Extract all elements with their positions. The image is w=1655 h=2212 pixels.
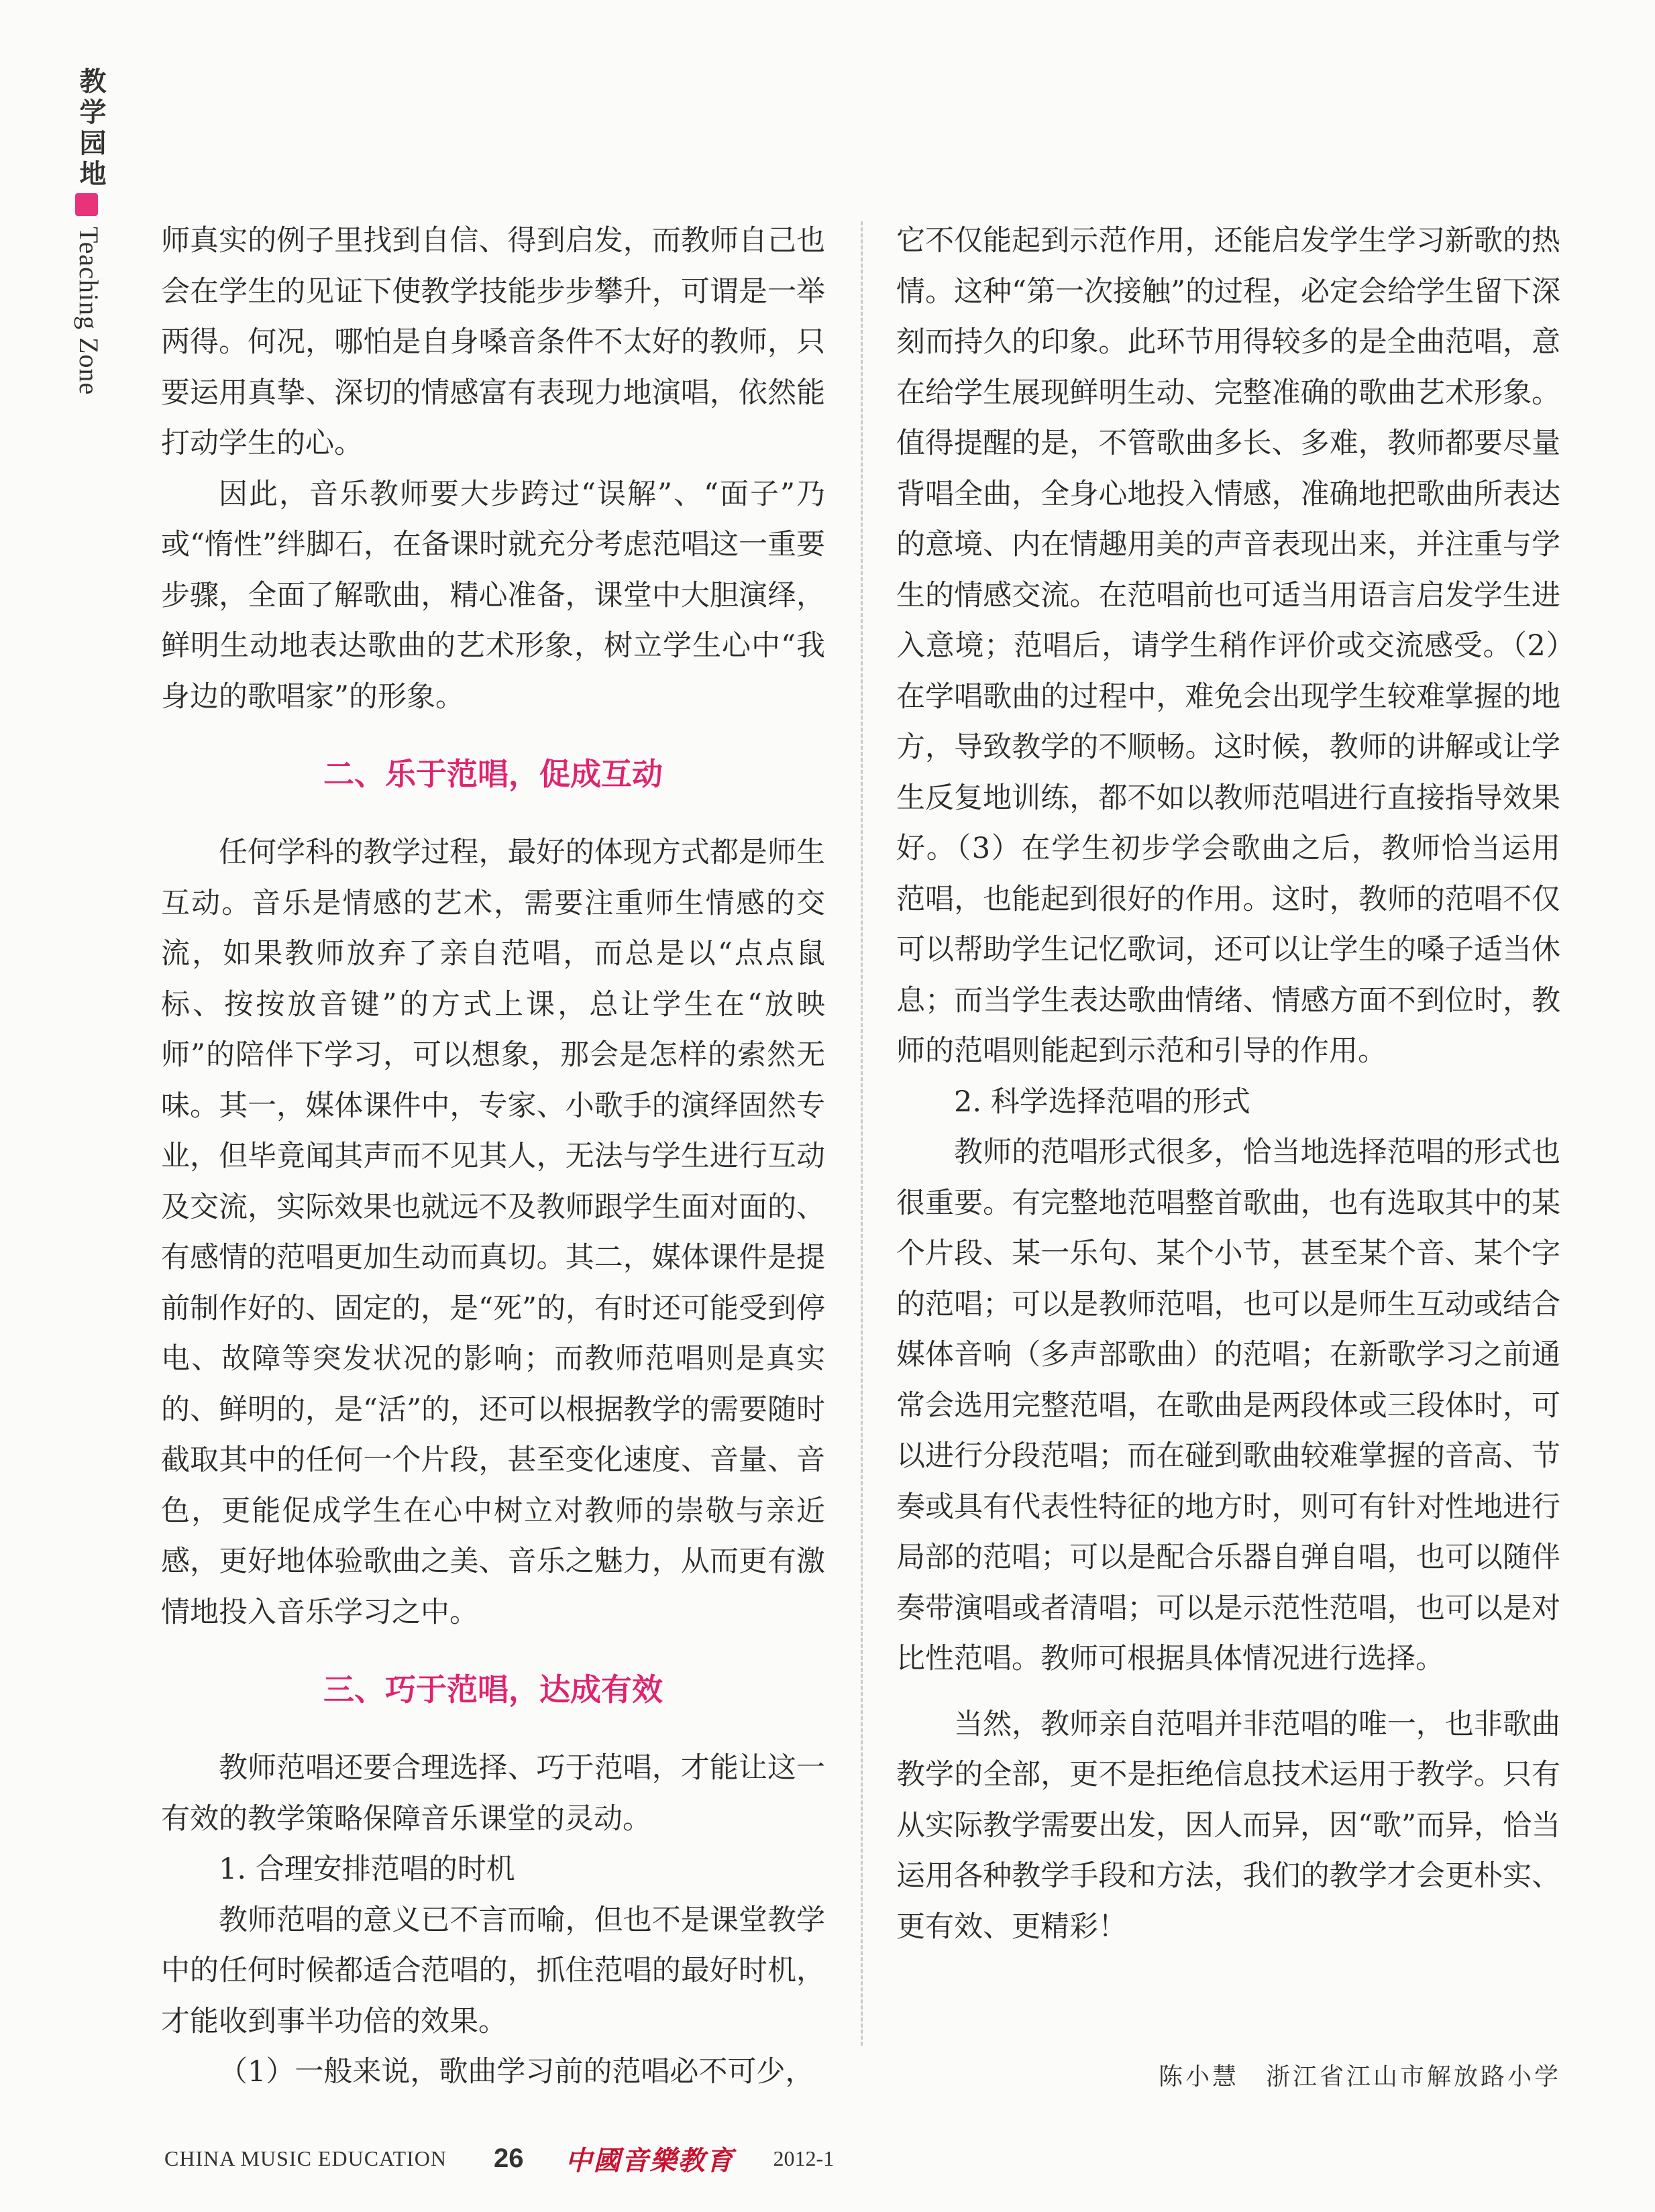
magazine-logo-cn: 中國音樂教育 [565,2144,735,2176]
section-heading: 二、乐于范唱，促成互动 [323,756,663,792]
issue-number: 2012-1 [773,2146,835,2170]
subheading: 1. 合理安排范唱的时机 [219,1852,515,1886]
column-divider [861,221,863,2046]
paragraph: 教师范唱的意义已不言而喻，但也不是课堂教学中的任何时候都适合范唱的，抓住范唱的最好时机，才能收到事半功倍的效果。 [161,1903,825,2038]
page-number: 26 [494,2143,524,2173]
paragraph: 任何学科的教学过程，最好的体现方式都是师生互动。音乐是情感的艺术，需要注重师生情感的交流，如果教师放弃了亲自范唱，而总是以“点点鼠标、按按放音键”的方式上课，总让学生在“放映师”的陪伴下学习，可以想象，那会是怎样的索然无味。其一，媒体课件中，专家、小歌手的演绎固然专业，但毕竟闻其声而不见其人，无法与学生进行互动及交流，实际效果也就远不及教师跟学生面对面的、有感情的范唱更加生动而真切。其二，媒体课件是提前制作好的、固定的，是“死”的，有时还可能受到停电、故障等突发状况的影响；而教师范唱则是真实的、鲜明的，是“活”的，还可以根据教学的需要随时截取其中的任何一个片段，甚至变化速度、音量、音色，更能促成学生在心中树立对教师的崇敬与亲近感，更好地体验歌曲之美、音乐之魅力，从而更有激情地投入音乐学习之中。 [161,836,825,1629]
section-title-cn: 教学园地 [75,67,106,190]
paragraph: 因此，音乐教师要大步跨过“误解”、“面子”乃或“惰性”绊脚石，在备课时就充分考虑范唱这一重要步骤，全面了解歌曲，精心准备，课堂中大胆演绎，鲜明生动地表达歌曲的艺术形象，树立学生心中“我身边的歌唱家”的形象。 [161,477,825,714]
paragraph: 它不仅能起到示范作用，还能启发学生学习新歌的热情。这种“第一次接触”的过程，必定会给学生留下深刻而持久的印象。此环节用得较多的是全曲范唱，意在给学生展现鲜明生动、完整准确的歌曲艺术形象。值得提醒的是，不管歌曲多长、多难，教师都要尽量背唱全曲，全身心地投入情感，准确地把歌曲所表达的意境、内在情趣用美的声音表现出来，并注重与学生的情感交流。在范唱前也可适当用语言启发学生进入意境；范唱后，请学生稍作评价或交流感受。（2）在学唱歌曲的过程中，难免会出现学生较难掌握的地方，导致教学的不顺畅。这时候，教师的讲解或让学生反复地训练，都不如以教师范唱进行直接指导效果好。（3）在学生初步学会歌曲之后，教师恰当运用范唱，也能起到很好的作用。这时，教师的范唱不仅可以帮助学生记忆歌词，还可以让学生的嗓子适当休息；而当学生表达歌曲情绪、情感方面不到位时，教师的范唱则能起到示范和引导的作用。 [896,224,1560,1068]
section-heading: 三、巧于范唱，达成有效 [323,1671,663,1708]
paragraph: 当然，教师亲自范唱并非范唱的唯一，也非歌曲教学的全部，更不是拒绝信息技术运用于教学。只有从实际教学需要出发，因人而异，因“歌”而异，恰当运用各种教学手段和方法，我们的教学才会更朴实、更有效、更精彩！ [896,1707,1560,1944]
paragraph: （1）一般来说，歌曲学习前的范唱必不可少， [219,2055,814,2089]
author-credit: 陈小慧 浙江省江山市解放路小学 [1158,2063,1561,2091]
left-column [161,216,825,2098]
subheading: 2. 科学选择范唱的形式 [954,1085,1250,1119]
paragraph: 师真实的例子里找到自信、得到启发，而教师自己也会在学生的见证下使教学技能步步攀升，可谓是一举两得。何况，哪怕是自身嗓音条件不太好的教师，只要运用真挚、深切的情感富有表现力地演唱，依然能打动学生的心。 [161,224,825,460]
paragraph: 教师范唱还要合理选择、巧于范唱，才能让这一有效的教学策略保障音乐课堂的灵动。 [161,1751,825,1836]
paragraph: 教师的范唱形式很多，恰当地选择范唱的形式也很重要。有完整地范唱整首歌曲，也有选取其中的某个片段、某一乐句、某个小节，甚至某个音、某个字的范唱；可以是教师范唱，也可以是师生互动或结合媒体音响（多声部歌曲）的范唱；在新歌学习之前通常会选用完整范唱，在歌曲是两段体或三段体时，可以进行分段范唱；而在碰到歌曲较难掌握的音高、节奏或具有代表性特征的地方时，则可有针对性地进行局部的范唱；可以是配合乐器自弹自唱，也可以随伴奏带演唱或者清唱；可以是示范性范唱，也可以是对比性范唱。教师可根据具体情况进行选择。 [896,1136,1560,1675]
right-column [896,216,1560,1952]
section-marker-square [75,193,98,216]
section-title-en: Teaching Zone [74,227,104,396]
page-footer [164,2138,834,2178]
magazine-name-en: CHINA MUSIC EDUCATION [164,2146,447,2170]
